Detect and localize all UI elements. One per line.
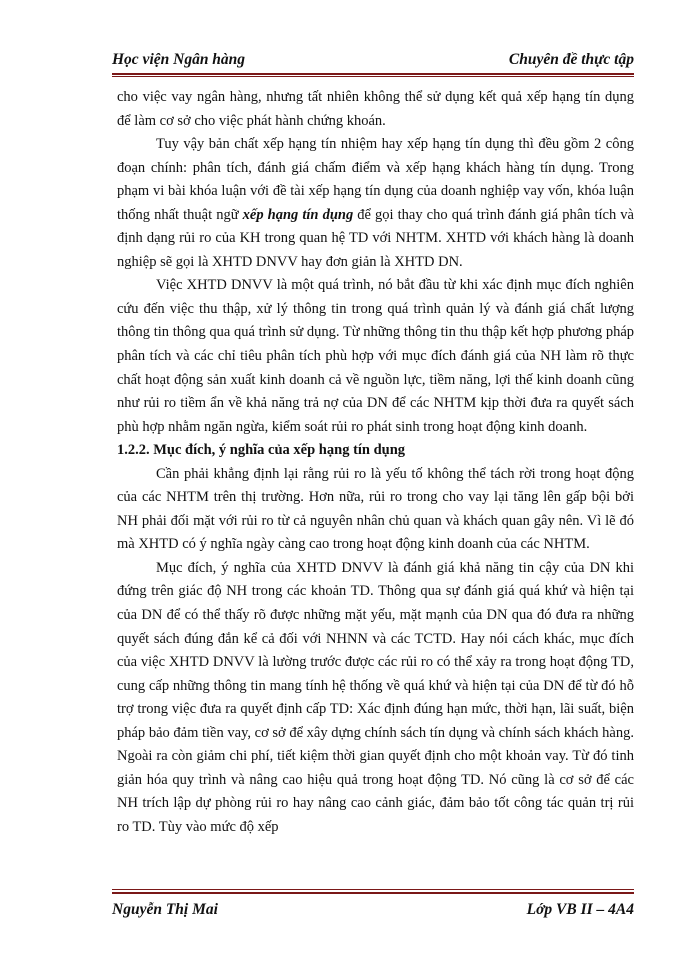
header-rule-thick: [112, 73, 634, 75]
footer-class: Lớp VB II – 4A4: [526, 901, 634, 918]
paragraph-definition: [117, 133, 634, 274]
page-footer: [112, 898, 634, 920]
header-rule-thin: [112, 76, 634, 77]
header-document-type: Chuyên đề thực tập: [508, 51, 634, 68]
paragraph-risk: Cần phải khẳng định lại rằng rủi ro là yếu tố không thể tách rời trong hoạt động của các NHTM trên thị trường. Hơn nữa, rủi ro trong cho vay lại tăng lên gấp bội bởi NH phải đối mặt với rủi ro từ cả nguyên nhân chủ quan và khách quan gây nên. Vì lẽ đó mà XHTD có ý nghĩa ngày càng cao trong hoạt động kinh doanh của các NHTM.: [117, 465, 634, 553]
page-header: [112, 48, 634, 70]
page-body: [117, 86, 634, 840]
paragraph-definition-text-1: Tuy vậy bản chất xếp hạng tín nhiệm hay xếp hạng tín dụng thì đều gồm 2 công đoạn chính: phân tích, đánh giá chấm điểm và xếp hạng khách hàng tín dụng. Trong phạm vi bài khóa luận với đề tài xếp hạng tín dụng của doanh nghiệp vay vốn, khóa luận thống nhất thuật ngữ: [117, 136, 634, 223]
paragraph-purpose: Mục đích, ý nghĩa của XHTD DNVV là đánh giá khả năng tin cậy của DN khi đứng trên giác độ NH trong các khoản TD. Thông qua sự đánh giá quá khứ và hiện tại của DN để có thể thấy rõ được những mặt yếu, mặt mạnh của DN qua đó đưa ra những quyết sách đúng đắn kể cả đối với NHNN và các TCTD. Hay nói cách khác, mục đích của việc XHTD DNVV là lường trước được các rủi ro có thể xảy ra trong hoạt động TD, cung cấp những thông tin mang tính hệ thống về quá khứ và hiện tại của DN để từ đó hỗ trợ trong việc đưa ra quyết định cấp TD: Xác định đúng hạn mức, thời hạn, lãi suất, biện pháp bảo đảm tiền vay, cơ sở để xây dựng chính sách tín dụng và chính sách khách hàng. Ngoài ra còn giảm chi phí, tiết kiệm thời gian quyết định cho một khoản vay. Từ đó tinh giản hóa quy trình và nâng cao hiệu quả trong hoạt động TD. Nó cũng là cơ sở để các NH trích lập dự phòng rủi ro hay nâng cao cảnh giác, đảm bảo tốt công tác quản trị rủi ro TD. Tùy vào mức độ xếp: [117, 559, 634, 835]
paragraph-process: Việc XHTD DNVV là một quá trình, nó bắt đầu từ khi xác định mục đích nghiên cứu đến việc thu thập, xử lý thông tin trong quá trình quản lý và đánh giá chất lượng thông tin thông qua quá trình sử dụng. Từ những thông tin thu thập kết hợp phương pháp phân tích và các chỉ tiêu phân tích phù hợp với mục đích đánh giá của NH làm rõ thực chất hoạt động sản xuất kinh doanh cả về nguồn lực, tiềm năng, lợi thế kinh doanh cũng như rủi ro tiềm ẩn về khả năng trả nợ của DN để các NHTM kịp thời đưa ra quyết sách phù hợp nhằm ngăn ngừa, kiểm soát rủi ro phát sinh trong hoạt động kinh doanh.: [117, 277, 634, 435]
footer-rule-thin: [112, 889, 634, 890]
header-institution: Học viện Ngân hàng: [112, 51, 246, 68]
section-heading: 1.2.2. Mục đích, ý nghĩa của xếp hạng tín dụng: [117, 442, 406, 459]
paragraph-definition-text-2: để gọi thay cho quá trình đánh giá phân tích và định dạng rủi ro của KH trong quan hệ TD với NHTM. XHTD với khách hàng là doanh nghiệp sẽ gọi là XHTD DNVV hay đơn giản là XHTD DN.: [117, 206, 634, 270]
footer-author: Nguyễn Thị Mai: [112, 901, 218, 918]
paragraph-continuation: cho việc vay ngân hàng, nhưng tất nhiên không thể sử dụng kết quả xếp hạng tín dụng để làm cơ sở cho việc phát hành chứng khoán.: [117, 89, 634, 129]
emphasized-term: xếp hạng tín dụng: [242, 206, 354, 223]
footer-rule-thick: [112, 892, 634, 894]
